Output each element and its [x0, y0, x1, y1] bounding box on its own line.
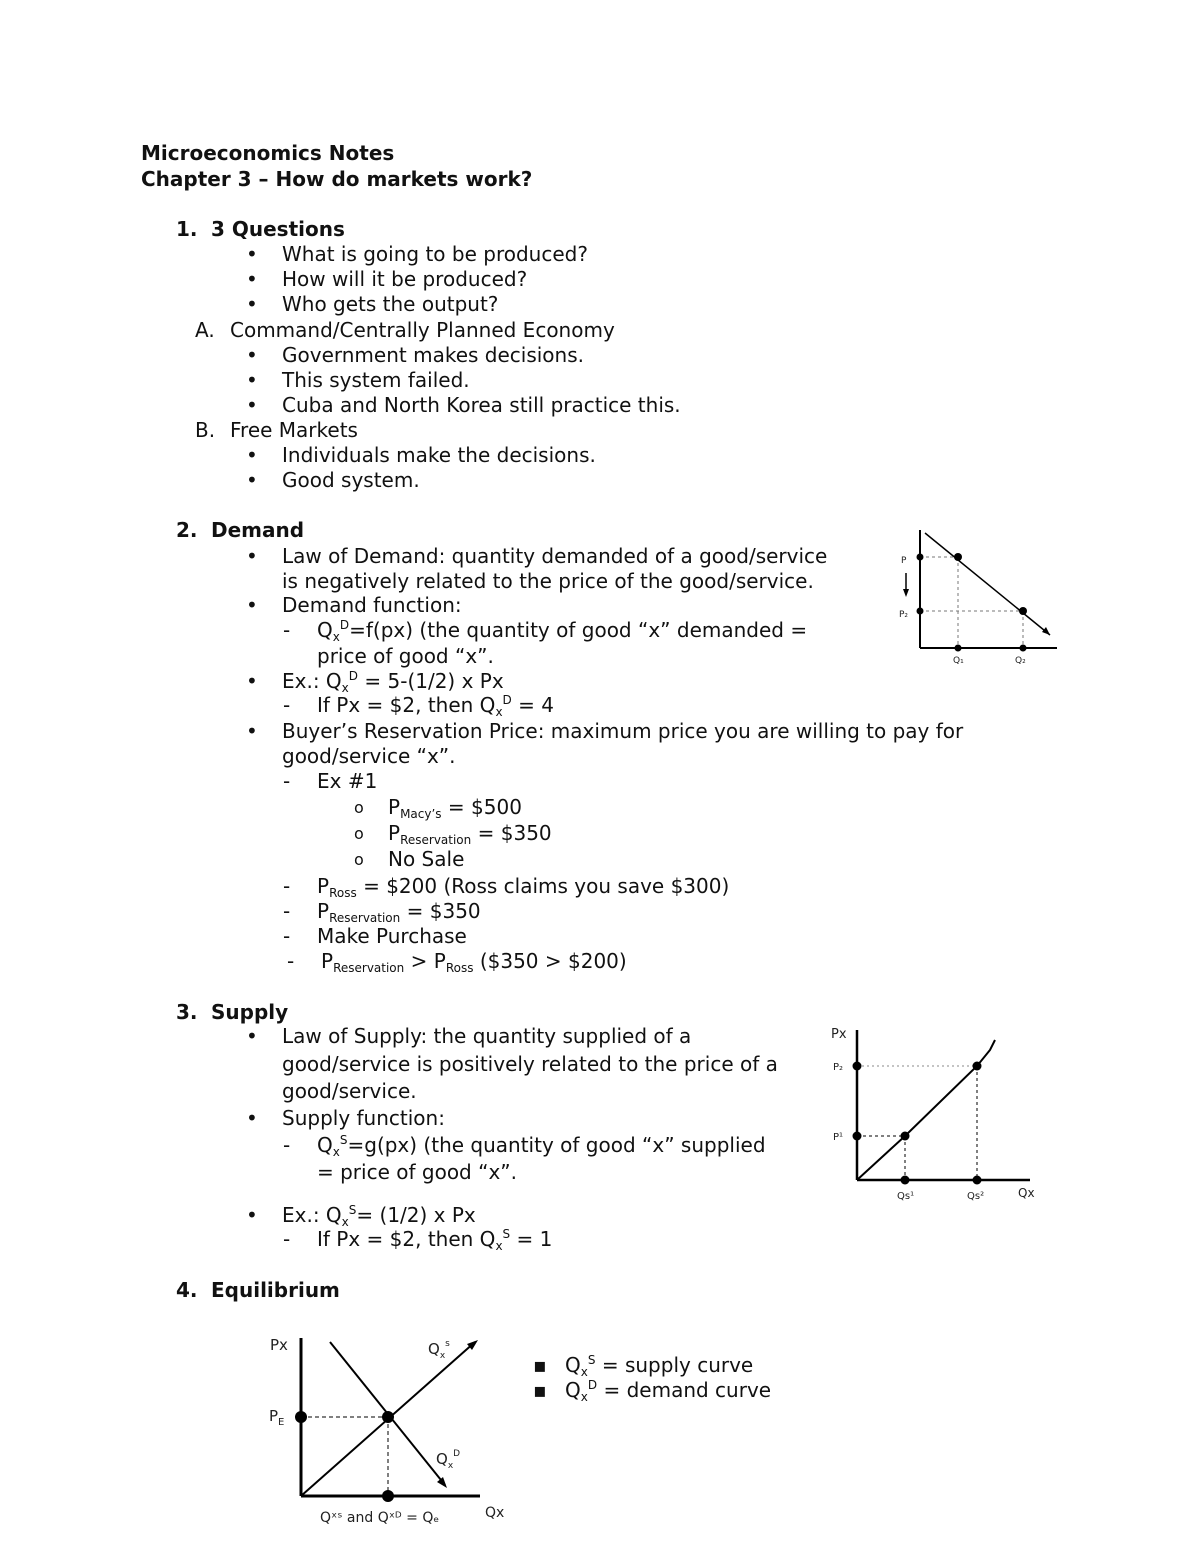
- law-of-demand-line-1: • Law of Demand: quantity demanded of a good/service: [282, 544, 827, 569]
- eq-demand-label: $Q_x^D$: [436, 1449, 461, 1471]
- demand-example: • Ex.: $Q_x^D = 5-(1/2)$ x Px: [282, 669, 504, 694]
- price-comparison: - $P_{Reservation} > P_{Ross}$ ($350 > $200): [321, 949, 627, 974]
- question-1: • What is going to be produced?: [282, 242, 588, 267]
- subsection-a-title: Command/Centrally Planned Economy: [230, 318, 615, 342]
- demand-p-top: P: [901, 556, 907, 566]
- reservation-price-line-1: • Buyer’s Reservation Price: maximum price you are willing to pay for: [282, 719, 963, 744]
- command-item-1: • Government makes decisions.: [282, 343, 584, 368]
- demand-example-result: - If Px = $2, then $Q_x^D = 4$: [317, 693, 554, 718]
- command-item-2: • This system failed.: [282, 368, 470, 393]
- supply-example: • Ex.: $Q_x^S= (1/2)$ x Px: [282, 1203, 476, 1228]
- demand-curve-figure: [895, 525, 1065, 670]
- no-sale: o No Sale: [388, 847, 464, 872]
- command-item-3: • Cuba and North Korea still practice this.: [282, 393, 681, 418]
- law-of-supply-line-3: good/service.: [282, 1079, 417, 1103]
- subsection-b-label: B.: [195, 418, 216, 442]
- eq-price-label: $P_E$: [269, 1407, 285, 1428]
- demand-q1: Q₁: [953, 656, 964, 666]
- section-3-heading: Supply: [211, 1000, 289, 1024]
- demand-function-formula: - $Q_x^D=f(px)$ (the quantity of good “x” demanded =: [317, 618, 807, 643]
- eq-axis-x: Qx: [485, 1505, 505, 1521]
- equilibrium-figure: [265, 1330, 515, 1535]
- legend-demand: ▪ $Q_x^D$ = demand curve: [565, 1378, 771, 1403]
- subsection-b-title: Free Markets: [230, 418, 358, 442]
- eq-axis-y: Px: [270, 1336, 288, 1354]
- price-macys: o $P_{Macy’s}$ = $500: [388, 795, 522, 820]
- price-reservation: o $P_{Reservation}$ = $350: [388, 821, 552, 846]
- law-of-supply-line-2: good/service is positively related to the price of a: [282, 1052, 778, 1076]
- supply-q2: Qs²: [967, 1191, 985, 1202]
- section-4-number: 4.: [176, 1278, 198, 1302]
- reservation-price-line-2: good/service “x”.: [282, 744, 456, 768]
- question-3: • Who gets the output?: [282, 292, 498, 317]
- legend-supply: ▪ $Q_x^S$ = supply curve: [565, 1353, 753, 1378]
- demand-function-formula-cont: price of good “x”.: [317, 644, 494, 668]
- example-1-label: - Ex #1: [317, 769, 377, 794]
- demand-function-label: • Demand function:: [282, 593, 462, 618]
- market-item-1: • Individuals make the decisions.: [282, 443, 596, 468]
- section-3-number: 3.: [176, 1000, 198, 1024]
- law-of-supply-line-1: • Law of Supply: the quantity supplied of a: [282, 1024, 691, 1049]
- supply-axis-x: Qx: [1018, 1186, 1035, 1200]
- subsection-a-label: A.: [195, 318, 215, 342]
- law-of-demand-line-2: is negatively related to the price of the good/service.: [282, 569, 814, 593]
- section-2-heading: Demand: [211, 518, 305, 542]
- supply-line: [857, 1040, 995, 1180]
- section-2-number: 2.: [176, 518, 198, 542]
- supply-example-result: - If Px = $2, then $Q_x^S = 1$: [317, 1227, 552, 1252]
- supply-curve-figure: [825, 1022, 1040, 1207]
- demand-p-bottom: P₂: [899, 610, 909, 620]
- make-purchase: - Make Purchase: [317, 924, 467, 949]
- section-1-number: 1.: [176, 217, 198, 241]
- supply-q1: Qs¹: [897, 1191, 915, 1202]
- supply-function-formula: - $Q_x^S=g(px)$ (the quantity of good “x” supplied: [317, 1133, 766, 1158]
- supply-p-top: P₂: [833, 1062, 844, 1073]
- supply-function-formula-cont: = price of good “x”.: [317, 1160, 518, 1184]
- eq-bottom-label: Qˣˢ and Qˣᴰ = Qₑ: [320, 1510, 440, 1526]
- price-ross: - $P_{Ross}$ = $200 (Ross claims you save $300): [317, 874, 729, 899]
- chapter-title: Chapter 3 – How do markets work?: [141, 167, 533, 191]
- supply-p-bottom: P¹: [833, 1132, 844, 1143]
- demand-q2: Q₂: [1015, 656, 1026, 666]
- section-4-heading: Equilibrium: [211, 1278, 340, 1302]
- market-item-2: • Good system.: [282, 468, 420, 493]
- eq-supply-label: $Q_x^s$: [428, 1339, 450, 1361]
- section-1-heading: 3 Questions: [211, 217, 345, 241]
- question-2: • How will it be produced?: [282, 267, 527, 292]
- supply-function-label: • Supply function:: [282, 1106, 445, 1131]
- price-reservation-2: - $P_{Reservation}$ = $350: [317, 899, 481, 924]
- document-title: Microeconomics Notes: [141, 141, 395, 165]
- demand-line: [925, 533, 1050, 635]
- supply-axis-y: Px: [831, 1027, 847, 1042]
